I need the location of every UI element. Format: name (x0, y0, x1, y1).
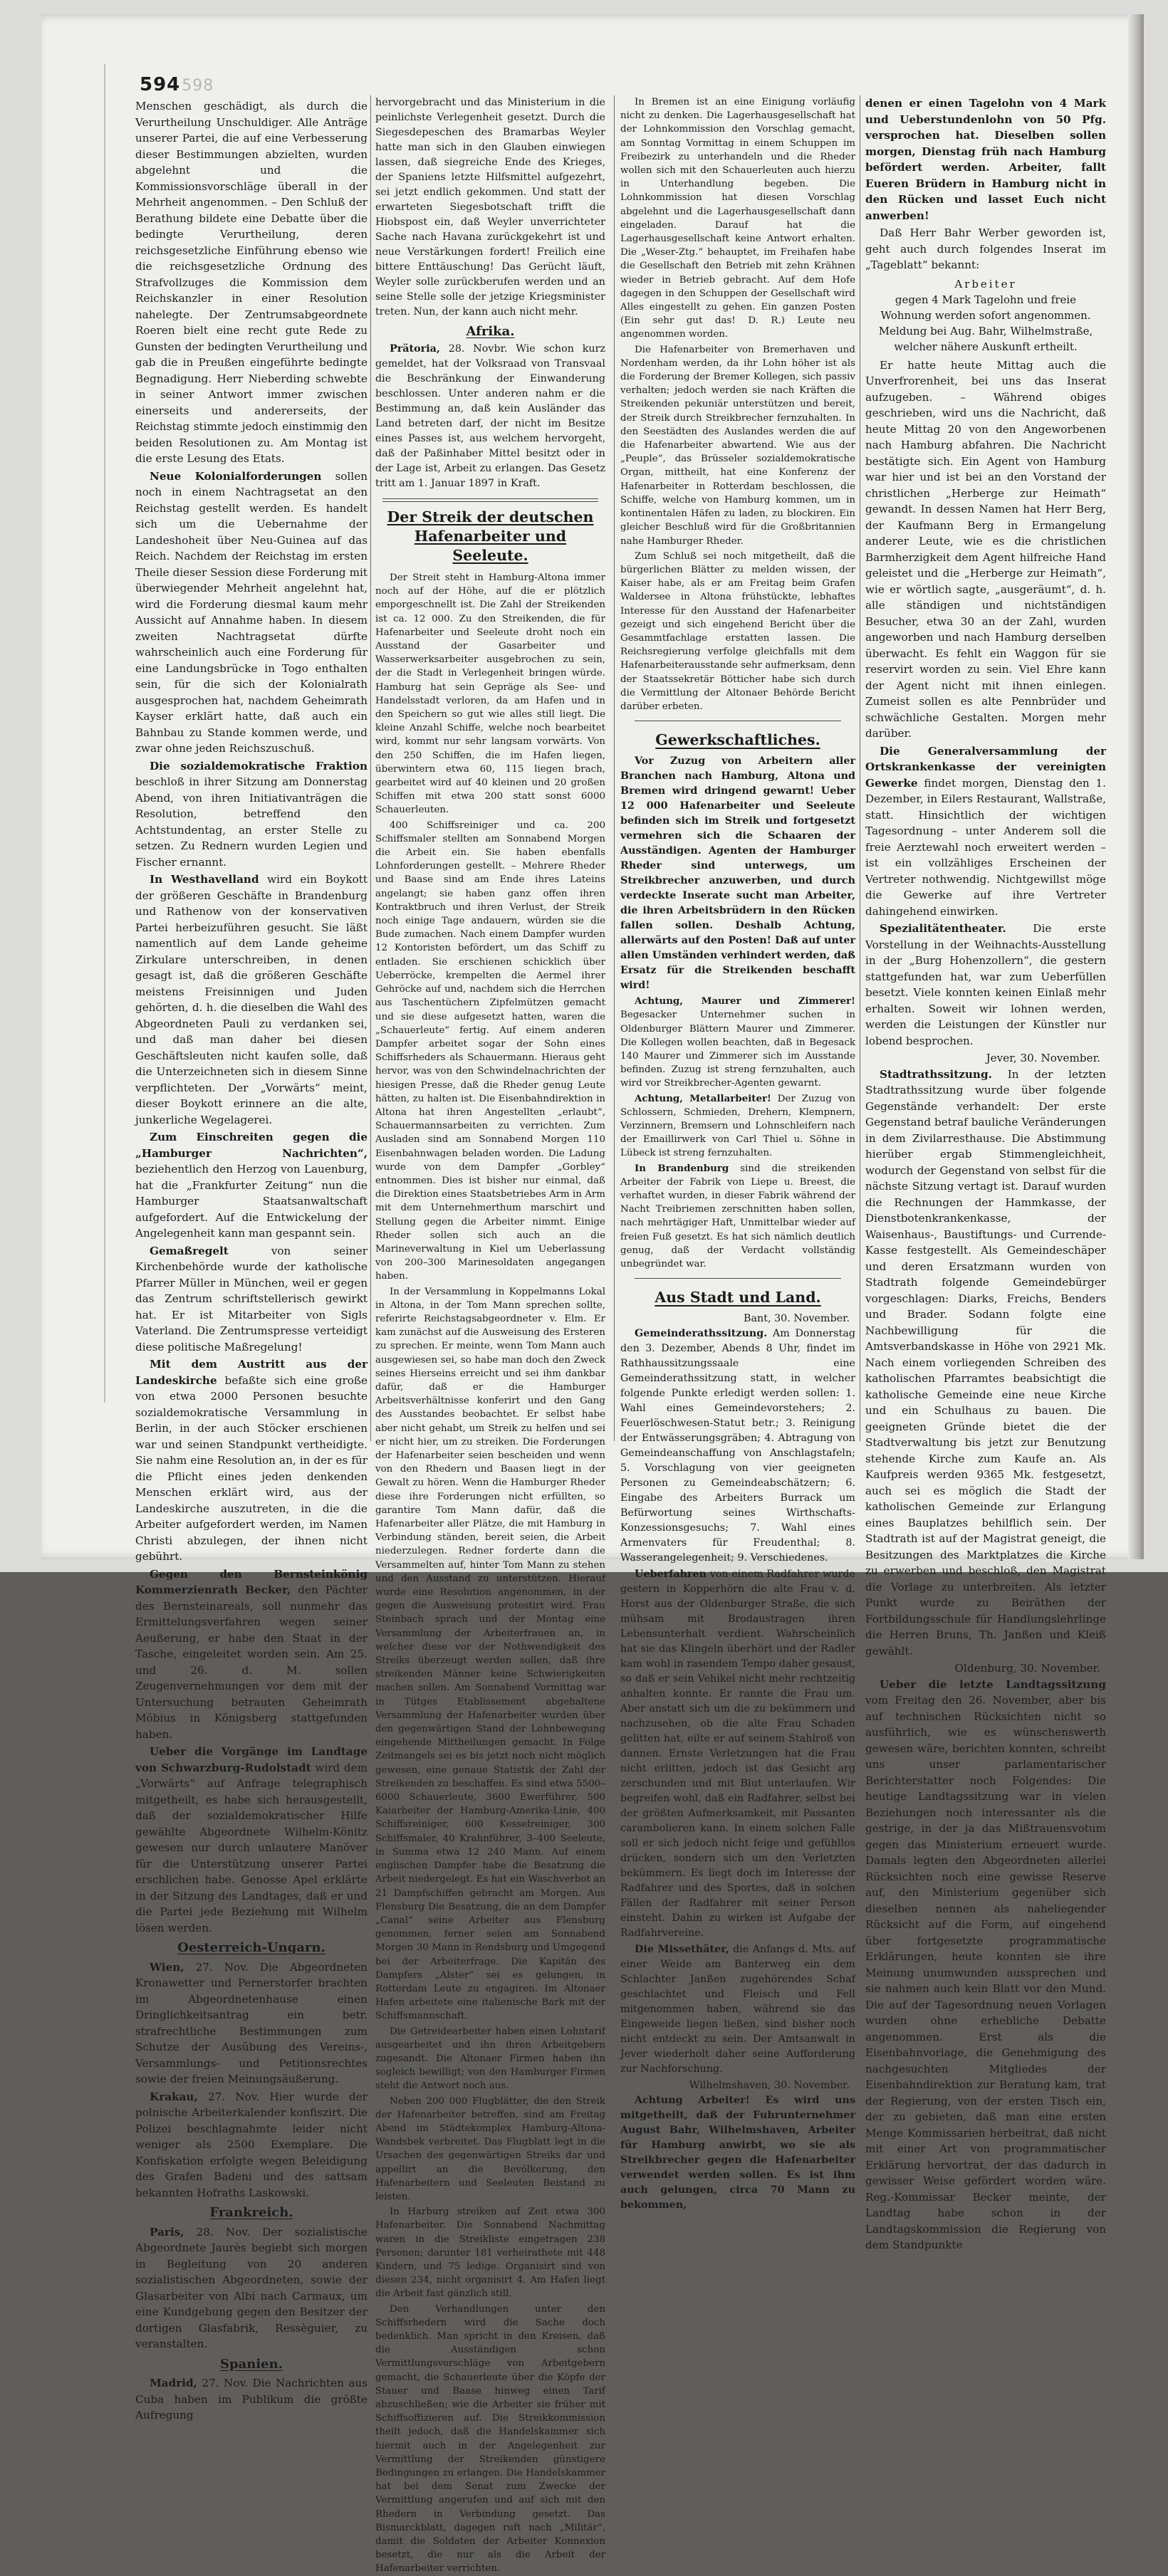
article-paragraph (135, 1744, 367, 1936)
article-text: Den Verhandlungen unter den Schiffsrhedern wird die Sache doch bedenklich. Man spricht in den Kreisen, daß die Ausständigen schon Vermittlungsvorschläge von Arbeitgebern gemacht, die Schauerleute über die Köpfe der Stauer und Baase hinweg einen Tarif abzuschließen; wie die Arbeiter sie früher mit Schiffsoffizieren auf. Die Streikkommission theilt jedoch, daß die Handelskammer sich hiermit auch in der Angelegenheit zur Vermittlung der Streikenden günstigere Bedingungen zu erlangen. Die Handelskammer hat bei dem Senat zum Zwecke der Vermittlung angerufen und auf sich mit den Rhedern in Verbindung gesetzt. Das Bismarckblatt, dagegen ruft nach „Militär“, damit die Soldaten der Arbeiter Konnexion besetzt, die nur als die Arbeit der Hafenarbeiter verrichten. (375, 2303, 605, 2575)
article-paragraph (135, 758, 367, 871)
section-divider (635, 1278, 841, 1279)
article-text: 27. Nov. Die Abgeordneten Kronawetter und Pernerstorfer brachten im Abgeordnetenhause einen Dringlichkeitsantrag ein betr. strafrechtliche Bestimmungen zum Schutze der Ausübung des Vereins-, Versammlungs- und Petitionsrechtes sowie der freien Meinungsäußerung. (135, 1960, 367, 2085)
article-paragraph (135, 1356, 367, 1565)
article-text: Begesacker Unternehmer suchen in Oldenburger Blättern Maurer und Zimmerer. Die Kollegen wollen beachten, daß in Begesack 140 Maurer und Zimmerer sich im Ausstande befinden. Zuzug ist streng fernzuhalten, auch wird vor Streikbrecher-Agenten gewarnt. (620, 1010, 855, 1089)
article-paragraph (620, 1162, 855, 1272)
warning-notice: Achtung Arbeiter! Es wird uns mitgetheilt, daß der Fuhrunternehmer August Bahr, Wilhelmshaven, Arbeiter für Hamburg anwirbt, wo sie als Streikbrecher gegen die Hafenarbeiter verwendet werden sollen. Es ist ihm auch gelungen, circa 70 Mann zu bekommen, (620, 2095, 855, 2211)
article-lead: Achtung, Maurer und Zimmerer! (635, 995, 855, 1007)
article-text: beziehentlich den Herzog von Lauenburg, hat die „Frankfurter Zeitung“ nun die Hamburger Staatsanwaltschaft aufgefordert. Auf die Entwickelung der Angelegenheit kann man gespannt sein. (135, 1163, 367, 1240)
article-paragraph (620, 1567, 855, 1941)
article-text: Neben 200 000 Flugblätter, die den Streik der Hafenarbeiter betreffen, sind am Freitag Abend im Städtekomplex Hamburg-Altona-Wandsbek verbreitet. Das Flugblatt legt in die Ursachen des gegenwärtigen Streiks dar und appellirt an die Bevölkerung, den Hafenarbeitern und Seeleuten Beistand zu leisten. (375, 2095, 605, 2202)
article-lead: Gegen den Bernsteinkönig Kommerzienrath Becker, (135, 1567, 367, 1596)
warning-notice: denen er einen Tagelohn von 4 Mark und Ueberstundenlohn von 50 Pfg. versprochen hat. Dieselben sollen morgen, Dienstag früh nach Hamburg befördert werden. Arbeiter, fallt Eueren Brüdern in Hamburg nicht in den Rücken und lasset Euch nicht anwerben! (865, 97, 1106, 222)
article-lead: Spezialitätentheater. (880, 922, 1006, 935)
article-text: von einem Radfahrer wurde gestern in Kopperhörn die alte Frau v. d. Horst aus der Oldenburger Straße, die sich mühsam mit Brodaustragen ihren Lebensunterhalt verdient. Wahrscheinlich hat sie das Klingeln überhört und der Radler kam wohl in rasendem Tempo daher gesaust, so daß er sein Vehikel nicht mehr rechtzeitig anhalten konnte. Er rannte die Frau um. Aber anstatt sich um die zu bekümmern und nachzusehen, ob die alte Frau Schaden gelitten hat, eilte er auf seinem Stahlroß von dannen. Ernste Verletzungen hat die Frau nicht erlitten, jedoch ist das Gesicht arg zerschunden und mit Blut unterlaufen. Wir begreifen wohl, daß ein Radfahrer, selbst bei der größten Aufmerksamkeit, mit Passanten carambolieren kann. In einem solchen Falle soll er sich jedoch nicht feige und gefühllos drücken, sondern sich um den Verletzten bekümmern. Es liegt doch im Interesse der Radfahrer und des Sportes, daß in solchen Fällen der Radfahrer mit seiner Person einsteht. Dahin zu wirken ist Aufgabe der Radfahrvereine. (620, 1569, 855, 1939)
section-heading-austria: Oesterreich-Ungarn. (177, 1940, 325, 1955)
article-lead: Gemeinderathssitzung. (635, 1328, 768, 1340)
article-text: Er hatte heute Mittag auch die Unverfrorenheit, bei uns das Inserat aufzugeben. – Während obiges geschrieben, wird uns die Nachricht, daß heute Mittag 20 von den Angeworbenen nach Hamburg abfahren. Die Nachricht bestätigte sich. Ein Agent von Hamburg war hier und ist bei an den Vorstand der christlichen „Herberge zur Heimath“ gewandt. In dessen Namen hat Herr Berg, der Kaufmann Berg in Ermangelung anderer Leute, wie es die christlichen Barmherzigkeit dem Agent hilfreiche Hand geleistet und die „Herberge zur Heimath“, wie er wörtlich sagte, „ausgeräumt“, d. h. alle ständigen und nichtständigen Besucher, etwa 30 an der Zahl, wurden angeworben und nach Hamburg derselben überwacht. Es fehlt ein Waggon für sie reservirt worden zu sein. Viel Ehre kann der Agent nicht mit ihnen einlegen. Zumeist sollen es alte Pennbrüder und schwächliche Gestalten. Morgen mehr darüber. (865, 358, 1106, 740)
section-heading-union: Gewerkschaftliches. (655, 731, 820, 749)
article-paragraph (375, 342, 605, 491)
column-rule-1 (370, 95, 371, 1441)
dateline: Madrid, (150, 2377, 197, 2389)
article-text: vom Freitag den 26. November, aber bis auf technischen Rücksichten nicht so ausführlich, wie es wünschenswerth gewesen wäre, berichten konnten, schreibt uns unser parlamentarischer Berichterstatter noch Folgendes: Die heutige Landtagssitzung war in vielen Beziehungen noch interessanter als die gestrige, in der ja das Mißtrauensvotum gegen das Ministerium erneuert wurde. Damals legten den Abgeordneten allerlei Rücksichten noch eine gewisse Reserve auf, den Ministerium gegenüber sich dieselben nennen als naheliegender Rücksicht auf die Form, auf eingehend über fortgesetzte programmatische Erklärungen, heute konnten sie ihre Meinung unumwunden aussprechen und sie nahmen auch kein Blatt vor den Mund. Die auf der Tagesordnung neuen Vorlagen wurden ohne erhebliche Debatte angenommen. Erst als die Eisenbahnvorlage, die Genehmigung des nachgesuchten Mitgliedes der Eisenbahndirektion zur Beratung kam, trat der Regierung, von der ersten Tisch ein, der zu gebieten, daß man eine ersten Menge Kommissarien herbeitrat, daß nicht mit einer Art von programmatischer Erklärung hervortrat, der das dadurch in gewisser Weise gefördert worden wäre. Reg.-Kommissar Becker meinte, der Landtag habe schon in der Landtagskommission die Regierung von dem Standpunkte (865, 1694, 1106, 2251)
article-lead: Die Generalversammlung der Ortskrankenkasse der vereinigten Gewerke (865, 744, 1106, 790)
article-paragraph (135, 468, 367, 757)
section-heading-spain: Spanien. (220, 2356, 283, 2372)
article-lead: Achtung, Metallarbeiter! (635, 1092, 771, 1104)
article-text: Die Getreidearbeiter haben einen Lohntarif ausgearbeitet und ihn ihren Arbeitgebern zugesandt. Die Altonaer Firmen haben ihn sogleich bewilligt; von den Hamburger Firmen steht die Antwort noch aus. (375, 2026, 605, 2092)
article-paragraph (135, 2224, 367, 2352)
article-lead: Mit dem Austritt aus der Landeskirche (135, 1358, 367, 1387)
article-paragraph (135, 1129, 367, 1242)
strike-headline: Der Streik der deutschen Hafenarbeiter und Seeleute. (387, 508, 594, 564)
ad-body: gegen 4 Mark Tagelohn und freie Wohnung werden sofort angenommen. Meldung bei Aug. Bahr, Wilhelmstraße, welcher nähere Auskunft ertheilt. (878, 293, 1093, 353)
article-text: Der Zuzug von Schlossern, Schmieden, Drehern, Klempnern, Verzinnern, Bremsern und Lohnschleifern nach der Emaillirwerk von Carl Thiel u. Söhne in Lübeck ist streng fernzuhalten. (620, 1093, 855, 1159)
column-4 (865, 95, 1106, 2251)
article-text: 27. Nov. Die Nachrichten aus Cuba haben im Publikum die größte Aufregung (135, 2377, 367, 2421)
article-lead: Die Missethäter, (635, 1944, 729, 1956)
article-text: 27. Nov. Hier wurde der polnische Arbeiterkalender konfiszirt. Die Polizei beschlagnahmte leider nicht weniger als 2500 Exemplare. Die Konfiskation erfolgte wegen Beleidigung des Grafen Badeni und des sattsam bekannten Hofraths Laskowski. (135, 2090, 367, 2199)
article-text: In der Versammlung in Koppelmanns Lokal in Altona, in der Tom Mann sprechen sollte, referirte Reichstagsabgeordneter v. Elm. Er kam zunächst auf die Ausweisung des Ersteren zu sprechen. Er meinte, wenn Tom Mann auch ausgewiesen sei, so habe man doch den Zweck seines Hierseins erreicht und sei ihm dankbar dafür, daß er die Hamburger Arbeitsverhältnisse konferirt und den Gang des Ausstandes beobachtet. Er selbst habe aber nicht gehabt, um Streik zu helfen und sei er nicht hier, um zu streiken. Die Forderungen der Hafenarbeiter seien bescheiden und wenn von den Rhedern und Baasen liegt in der Gewalt zu hören. Wenn die Hamburger Rheder diese ihre Forderungen nicht erfüllten, so garantire Tom Mann dafür, daß die Hafenarbeiter aller Plätze, die mit Hamburg in Verbindung ständen, bereit seien, die Arbeit niederzulegen. Redner forderte dann die Versammelten auf, hinter Tom Mann zu stehen und den Ausstand zu unterstützen. Hierauf wurde eine Resolution angenommen, in der gegen die Ausweisung protestirt wird. Frau Steinbach sprach und der Montag eine Versammlung der Arbeiterfrauen an, in welcher diese vor der Nothwendigkeit des Streiks überzeugt werden sollen, daß ihre streikenden Männer keine Schwierigkeiten machen sollen. Am Sonnabend Vormittag war in Tütges Etablissement abgehaltene Versammlung der Hafenarbeiter wurden über den gegenwärtigen Stand der Lohnbewegung eingehende Mittheilungen gemacht. In Folge Zeitmangels sei es bis jetzt noch nicht möglich gewesen, eine genaue Statistik der Zahl der Streikenden zu beschaffen. Es sind etwa 5500–6000 Schauerleute, 3600 Ewerführer, 500 Kaiarbeiter der Hamburg-Amerika-Linie, 400 Schiffsreiniger, 600 Kesselreiniger, 300 Schiffsmaler, 40 Krahnführer, 3–400 Seeleute, in Summa etwa 12 240 Mann. Auf einem englischen Dampfer habe die Besatzung die Arbeit niedergelegt. Es hat ein Waschverbot an 21 Dampfschiffen gebracht am Morgen. Aus Flensburg Die Besatzung, die an dem Dampfer „Canal“ seine Arbeiter aus Flensburg genommen, ferner seien am Sonnabend Morgen 30 Mann in Rendsburg und Umgegend bei der Arbeiterfrage. Die Kapitän des Dampfers „Alster“ sei es gelungen, in Rotterdam Leute zu engagiren. Im Altonaer Hafen arbeitete eine italienische Bark mit der Schiffsmannschaft. (375, 1286, 605, 2022)
binding-gutter (104, 64, 105, 1403)
article-lead: In Brandenburg (635, 1162, 729, 1174)
article-paragraph (865, 1067, 1106, 1660)
column-3 (620, 95, 855, 2211)
dateline: Krakau, (150, 2090, 198, 2103)
article-paragraph (135, 1566, 367, 1743)
article-paragraph (135, 1959, 367, 2088)
place-dateline: Bant, 30. November. (744, 1313, 850, 1325)
article-paragraph (135, 2375, 367, 2424)
article-paragraph (865, 921, 1106, 1049)
place-dateline: Jever, 30. November. (986, 1052, 1100, 1064)
article-paragraph (865, 743, 1106, 920)
article-text: Am Donnerstag den 3. Dezember, Abends 8 Uhr, findet im Rathhaussitzungssaale eine Gemeinderathssitzung statt, in welcher folgende Punkte erledigt werden sollen: 1. Wahl eines Gemeindevorstehers; 2. Feuerlöschwesen-Statut betr.; 3. Reinigung der Entwässerungsgräben; 4. Abtragung von Gemeindeanschaffung von Anschlagstafeln; 5. Vorschlagung von vier geeigneten Personen zu Gemeindeabschätzern; 6. Eingabe des Arbeiters Burrack um Befürwortung seines Wirthschafts-Konzessionsgesuchs; 7. Wahl eines Armenvaters für Freudenthal; 8. Wasserangelegenheit; 9. Verschiedenes. (620, 1328, 855, 1564)
article-paragraph (135, 871, 367, 1128)
article-text: beschloß in ihrer Sitzung am Donnerstag Abend, von ihren Initiativanträgen die Resolution, betreffend den Achtstundentag, an erster Stelle zu setzen. Zu Rednern wurden Legien und Fischer ernannt. (135, 775, 367, 869)
dateline: Paris, (150, 2225, 184, 2239)
section-heading-local: Aus Stadt und Land. (655, 1289, 821, 1307)
article-text: Daß Herr Bahr Werber geworden ist, geht auch durch folgendes Inserat im „Tageblatt“ bekannt: (865, 226, 1106, 271)
article-text: 28. Novbr. Wie schon kurz gemeldet, hat der Volksraad von Transvaal die Beschränkung der Einwanderung beschlossen. Unter anderen nahm er die Bestimmung an, daß kein Ausländer das Land betreten darf, der nicht im Besitze eines Passes ist, aus welchem hervorgeht, daß der Paßinhaber Mittel besitzt oder in der Lage ist, Arbeit zu erlangen. Das Gesetz tritt am 1. Januar 1897 in Kraft. (375, 343, 605, 489)
column-2 (375, 95, 605, 2575)
article-text: von seiner Kirchenbehörde wurde der katholische Pfarrer Müller in München, weil er gegen das Zentrum schriftstellerisch gewirkt hat. Er ist Mitarbeiter von Sigls Vaterland. Die Zentrumspresse verteidigt diese politische Maßregelung! (135, 1244, 367, 1354)
page-number-value: 594 (140, 74, 181, 95)
page-edge (1128, 14, 1144, 1559)
warning-notice: Vor Zuzug von Arbeitern aller Branchen nach Hamburg, Altona und Bremen wird dringend gewarnt! Ueber 12 000 Hafenarbeiter und Seeleute befinden sich im Streik und fortgesetzt vermehren sich die Schaaren der Ausständigen. Agenten der Hamburger Rheder sind unterwegs, um Streikbrecher anzuwerben, und durch verdeckte Inserate sucht man Arbeiter, die ihren Arbeitsbrüdern in den Rücken fallen sollen. Deshalb Achtung, allerwärts auf den Posten! Daß auf unter allen Umständen verhindert werden, daß Ersatz für die Streikenden beschafft wird! (620, 755, 855, 992)
place-dateline: Wilhelmshaven, 30. November. (689, 2080, 850, 2092)
ad-title: Arbeiter (954, 277, 1017, 290)
article-paragraph (865, 1677, 1106, 2253)
place-dateline: Oldenburg, 30. November. (954, 1662, 1100, 1675)
article-text: wird ein Boykott der größeren Geschäfte in Brandenburg und Rathenow von der konservativen Partei herbeizuführen gesucht. Sie läßt namentlich auf dem Lande geheime Zirkulare unterschreiben, in denen gesagt ist, daß die größeren Geschäfte meistens Freisinnigen und Juden gehörten, d. h. die dieselben die Wahl des Abgeordneten Pauli zu verdanken sei, und daß man daher bei diesen Geschäftsleuten nicht kaufen solle, daß die Unterzeichneten sich in diesem Sinne verpflichteten. Der „Vorwärts“ meint, dieser Boykott erinnere an die alte, junkerliche Wegelagerei. (135, 873, 368, 1126)
article-paragraph (620, 1942, 855, 2077)
article-text: Die erste Vorstellung in der Weihnachts-Ausstellung in der „Burg Hohenzollern“, die gestern stattgefunden hat, war zum Ueberfüllen besetzt. Viele konnten keinen Einlaß mehr erhalten. Soweit wir lohnen werden, werden die Leistungen der Künstler nur lobend besprochen. (865, 922, 1106, 1047)
article-lead: Die sozialdemokratische Fraktion (150, 759, 367, 773)
article-text: sollen noch in einem Nachtragsetat an den Reichstag gestellt werden. Es handelt sich um die Uebernahme der Landeshoheit über Neu-Guinea auf das Reich. Nachdem der Reichstag im ersten Theile dieser Session diese Forderung mit überwiegender Mehrheit angelehnt hat, wird die Forderung diesmal kaum mehr Aussicht auf Annahme haben. In diesem zweiten Nachtragsetat dürfte wahrscheinlich auch eine Forderung für eine Landungsbrücke in Togo enthalten sein, für die sich der Kolonialrath ausgesprochen hat, nachdem Geheimrath Kayser erklärt hatte, daß auch ein Bahnbau zu Stande kommen werde, und zwar ohne jeden Reichszuschuß. (135, 469, 367, 755)
article-lead: Ueber die letzte Landtagssitzung (880, 1677, 1106, 1691)
article-lead: Stadtrathssitzung. (880, 1067, 992, 1081)
article-lead: In Westhavelland (150, 873, 259, 886)
article-text: befaßte sich eine große von etwa 2000 Personen besuchte sozialdemokratische Versammlung in Berlin, in der auch Stöcker erschienen war und seinen Standpunkt vertheidigte. Sie nahm eine Resolution an, in der es für die Pflicht eines jeden denkenden Menschen erklärt wird, aus der Landeskirche auszutreten, in die die Arbeiter aufgefordert werden, im Namen Christi abzulegen, der ihnen nicht gebührt. (135, 1373, 367, 1563)
article-lead: Zum Einschreiten gegen die „Hamburger Nachrichten“, (135, 1131, 367, 1160)
dateline: Prätoria, (390, 343, 440, 355)
article-text: findet morgen, Dienstag den 1. Dezember, in Eilers Restaurant, Wallstraße, statt. Hinsichtlich der wichtigen Tagesordnung – unter Anderem soll die freie Aerztewahl noch erweitert werden – ist ein vollzähliges Erscheinen der Vertreter nothwendig. Nichtgewillst möge die Gewerke auf ihre Vertreter dahingehend einwirken. (865, 776, 1106, 918)
column-rule-2 (614, 95, 615, 1441)
column-1 (135, 98, 368, 2421)
article-text: In Bremen ist an eine Einigung vorläufig nicht zu denken. Die Lagerhausgesellschaft hat der Lohnkommission den Vorschlag gemacht, am Sonntag Vormittag in einem Schuppen im Freibezirk zu unterhandeln und die Rheder wollen sich mit den Schauerleuten auch hierzu in Unterhandlung begeben. Die Lohnkommission hat diesen Vorschlag abgelehnt und die Lagerhausgesellschaft dann eingeladen. Darauf hat die Lagerhausgesellschaft keine Antwort erhalten. Die „Weser-Ztg.“ behauptet, im Freihafen habe die Gesellschaft den Betrieb mit zehn Krähnen wieder in Betrieb gebracht. Auf dem Hofe dagegen in den Schuppen der Gesellschaft wird Alles eingestellt zu gehen. Ein ganzen Posten (Ein sehr gut das! D. R.) Leute neu angenommen worden. (620, 97, 855, 340)
article-text: In Harburg streiken auf Zeit etwa 300 Hafenarbeiter. Die Sonnabend Nachmittag waren in die Streikliste eingetragen 238 Personen; darunter 181 verheirathete mit 448 Kindern, und 75 ledige. Organisirt sind von diesen 234, nicht organisirt 4. Am Hafen liegt die Arbeit fast gänzlich still. (375, 2206, 605, 2300)
article-text: Menschen geschädigt, als durch die Verurtheilung Unschuldiger. Alle Anträge unserer Partei, die auf eine Verbesserung dieser Bestimmungen abzielten, wurden abgelehnt und die Kommissionsvorschläge überall in der Mehrheit angenommen. – Den Schluß der Berathung bildete eine Debatte über die bedingte Verurtheilung, deren reichsgesetzliche Einführung ebenso wie die reichsgesetzliche Ordnung des Strafvollzuges die Kommission dem Reichskanzler in einer Resolution nahelegte. Der Zentrumsabgeordnete Roeren bielt eine recht gute Rede zu Gunsten der bedingten Verurtheilung und gab die in Preußen eingeführte bedingte Begnadigung. Herr Nieberding schwebte in seiner Antwort immer zwischen einerseits und andererseits, der Reichstag stimmte jedoch einstimmig den beiden Resolutionen zu. Am Montag ist die erste Lesung des Etats. (135, 100, 367, 465)
article-paragraph (135, 1243, 367, 1356)
dateline: Wien, (150, 1960, 184, 1974)
article-text: In der letzten Stadtrathssitzung wurde über folgende Gegenstände verhandelt: Der erste Gegenstand betraf bauliche Veränderungen in dem Zivilarresthause. Die Abstimmung hierüber ergab Stimmengleichheit, wodurch der Gegenstand von selbst für die nächste Sitzung vertagt ist. Darauf wurden die Rechnungen der Hammkasse, der Dienstbotenkrankenkasse, der Waisenhaus-, Baustiftungs- und Currende-Kasse festgestellt. Als Gemeindeschäper und deren Ersatzmann wurden von Stadtrath folgende Gemeindebürger vorgeschlagen: Diarks, Freichs, Benders und Brader. Sodann folgte eine Nachbewilligung für die Amtsverbandskasse in Höhe von 2921 Mk. Nach einem vorliegenden Schreiben des katholischen Pfarramtes beabsichtigt die katholische Gemeinde eine neue Kirche und ein Schulhaus zu bauen. Die geeigneten Gründe bietet die der Stadtverwaltung bis jetzt zur Benutzung stehende Kirche zum Kaufe an. Als Kaufpreis werden 9365 Mk. festgesetzt, auch sei es möglich die Stadt der katholischen Gemeinde zur Erlangung eines Bauplatzes behilflich sein. Der Stadtrath ist auf der Magistrat geneigt, die Besitzungen des Marktplatzes die Kirche zu erwerben und beschloß, den Magistrat die Vorlage zu unterbreiten. Als letzter Punkt wurde zu Beiräthen der Fortbildungsschule für Handlungslehrlinge die Herren Bruns, Th. Janßen und Kleiß gewählt. (865, 1067, 1106, 1658)
article-lead: Ueberfahren (635, 1569, 707, 1581)
article-text: Zum Schluß sei noch mitgetheilt, daß die bürgerlichen Blätter zu melden wissen, der Kaiser habe, als er am Freitag beim Grafen Waldersee in Altona frühstückte, lebhaftes Interesse für den Ausstand der Hafenarbeiter gezeigt und sich eingehend Bericht über die Gesammtfachlage erstatten lassen. Die Reichsregierung verfolge gleichfalls mit dem Hafenarbeiterausstande sehr aufmerksam, denn der Staatssekretär Bötticher habe sich durch die Vermittlung der Altonaer Behörde Bericht darüber erbeten. (620, 550, 855, 712)
article-text: 400 Schiffsreiniger und ca. 200 Schiffsmaler stellten am Sonnabend Morgen die Arbeit ein. Sie haben ebenfalls Lohnforderungen gestellt. – Mehrere Rheder und Baase sind am Ende ihres Lateins angelangt; sie haben ganz offen ihren Kontraktbruch und ihren Verlust, der Streik noch einige Tage andauern, würden sie die Bude zumachen. Nach einem Dampfer wurden 12 Kontoristen befördert, um das Schiff zu entladen. Sie erschienen schicklich über Ueberröcke, krempelten die Aermel ihrer Gehröcke auf und, nachdem sich die Herrchen aus Taschentüchern Zipfelmützen gemacht und sie diese aufgesetzt hatten, waren die „Schauerleute“ fertig. Auf einem anderen Dampfer arbeitet sogar der Sohn eines Schiffsrheders als Schauermann. Hieraus geht hervor, was von den Schwindelnachrichten der hiesigen Presse, daß die Rheder genug Leute hätten, zu halten ist. Die Eisenbahndirektion in Altona hat ihren Angestellten „erlaubt“, Schauermannsarbeiten zu verrichten. Zum Ausladen sind am Sonnabend Morgen 110 Eisenbahnwagen beladen worden. Die Ladung wurde von dem Dampfer „Gorbley“ entnommen. Dies ist bisher nur einmal, daß die Direktion eines Staatsbetriebes Arm in Arm mit dem Unternehmerthum marschirt und Stellung gegen die Arbeiter nimmt. Einige Rheder sollen sich auch an die Marineverwaltung in Kiel um Ueberlassung von 200–300 Marinesoldaten angegangen haben. (375, 820, 605, 1282)
article-text: Der Streit steht in Hamburg-Altona immer noch auf der Höhe, auf die er plötzlich emporgeschnellt ist. Die Zahl der Streikenden ist ca. 12 000. Zu den Streikenden, die für Hafenarbeiter und Seeleute droht noch ein Ausstand der Gasarbeiter und Wasserwerksarbeiter ausgebrochen zu sein, der die Stadt in Verlegenheit bringen würde. Hamburg hat sein Gepräge als See- und Handelsstadt verloren, da am Hafen und in den Speichern so gut wie alles still liegt. Die kleine Anzahl Schiffe, welche noch bearbeitet wird, kommt nur sehr langsam vorwärts. Von den 250 Schiffen, die im Hafen liegen, überwintern etwa 60, 115 liegen brach, gearbeitet wird auf 40 kleinen und 20 großen Schiffen mit etwa 200 statt sonst 6000 Schauerleuten. (375, 572, 605, 816)
section-divider (382, 498, 598, 502)
section-heading-france: Frankreich. (209, 2205, 293, 2220)
article-text: hervorgebracht und das Ministerium in die peinlichste Verlegenheit gesetzt. Durch die Siegesdepeschen des Bramarbas Weyler hatte man sich in den Glauben einwiegen lassen, daß siegreiche Ende des Krieges, der Spaniens letzte Hilfsmittel aufgezehrt, sei jetzt endlich gekommen. Und statt der erwarteten Siegesbotschaft trifft die Hiobspost ein, daß Weyler unverrichteter Sache nach Havana zurückgekehrt ist und neue Verstärkungen fordert! Freilich eine bittere Enttäuschung! Das Gerücht läuft, Weyler solle zurückberufen werden und an seine Stelle solle der jetzige Kriegsminister treten. Nun, der kann auch nicht mehr. (375, 97, 605, 318)
page-number (140, 74, 214, 95)
article-paragraph (135, 2089, 367, 2201)
article-text: den Pächter des Bernsteinareals, soll nunmehr das Ermittelungsverfahren wegen seiner Aeußerung, er habe den Staat in der Tasche, eingeleitet worden sein. Am 25. und 26. d. M. sollen Zeugenvernehmungen vor dem mit der Untersuchung betrauten Geheimrath Möbius in Königsberg stattgefunden haben. (135, 1583, 367, 1741)
article-text: wird dem „Vorwärts“ auf Anfrage telegraphisch mitgetheilt, es habe sich herausgestellt, daß der sozialdemokratischer Hilfe gewählte Abgeordnete Wilhelm-Könitz gewesen nur durch unlautere Manöver für die Unterstützung unserer Partei erschlichen habe. Genosse Apel erklärte in der Sitzung des Landtages, daß er und die Partei jede Beziehung mit Wilhelm lösen werden. (135, 1761, 367, 1934)
article-lead: Neue Kolonialforderungen (150, 469, 322, 483)
article-text: Die Hafenarbeiter von Bremerhaven und Nordenham werden, da ihr Lohn höher ist als die Forderung der Bremer Kollegen, sich passiv verhalten; jedoch werden sie nach Kräften die Streikenden pekuniär unterstützen und bereit, der Streik durch Streikbrecher fernzuhalten. In den Seestädten des Auslandes werden die auf die Hafenarbeiter abwartend. Wie aus der „Peuple“, das Brüsseler sozialdemokratische Organ, mittheilt, hat eine Konferenz der Hafenarbeiter in Rotterdam beschlossen, die Schiffe, welche von Hamburg kommen, um in kontinentalen Häfen zu laden, zu blockiren. Ein gleicher Beschluß wird für die Großbritannien nahe Hamburger Rheder. (620, 344, 855, 547)
ghost-page-number: 598 (182, 77, 214, 95)
section-heading-africa: Afrika. (466, 324, 515, 339)
article-paragraph (620, 1092, 855, 1161)
article-text: 28. Nov. Der sozialistische Abgeordnete Jaurès begiebt sich morgen in Begleitung von 20 anderen sozialistischen Abgeordneten, sowie der Glasarbeiter von Albi nach Carmaux, um eine Kundgebung gegen den Besitzer der dortigen Glasfabrik, Ressèguier, zu veranstalten. (135, 2225, 367, 2350)
article-text: die Anfangs d. Mts. auf einer Weide am Banterweg ein dem Schlachter Janßen zugehörendes Schaf geschlachtet und Fleisch und Fell mitgenommen haben, während sie das Eingeweide liegen ließen, sind bisher noch nicht entdeckt zu sein. Der Amtsanwalt in Jever wiederholt daher seine Aufforderung zur Nachforschung. (620, 1944, 855, 2075)
article-paragraph (620, 1326, 855, 1566)
article-lead: Gemaßregelt (150, 1244, 229, 1257)
article-paragraph (620, 995, 855, 1090)
article-lead: Ueber die Vorgänge im Landtage von Schwarzburg-Rudolstadt (135, 1745, 367, 1774)
quoted-advertisement (875, 276, 1096, 355)
article-text: sind die streikenden Arbeiter der Fabrik von Liepe u. Breest, die verhaftet wurden, in dieser Fabrik während der Nacht Treibriemen zerschnitten haben sollen, nach mehrtägiger Haft, Unmittelbar wieder auf freien Fuß gesetzt. Es hat sich nämlich deutlich genug, daß der Verdacht vollständig unbegründet war. (620, 1163, 855, 1269)
